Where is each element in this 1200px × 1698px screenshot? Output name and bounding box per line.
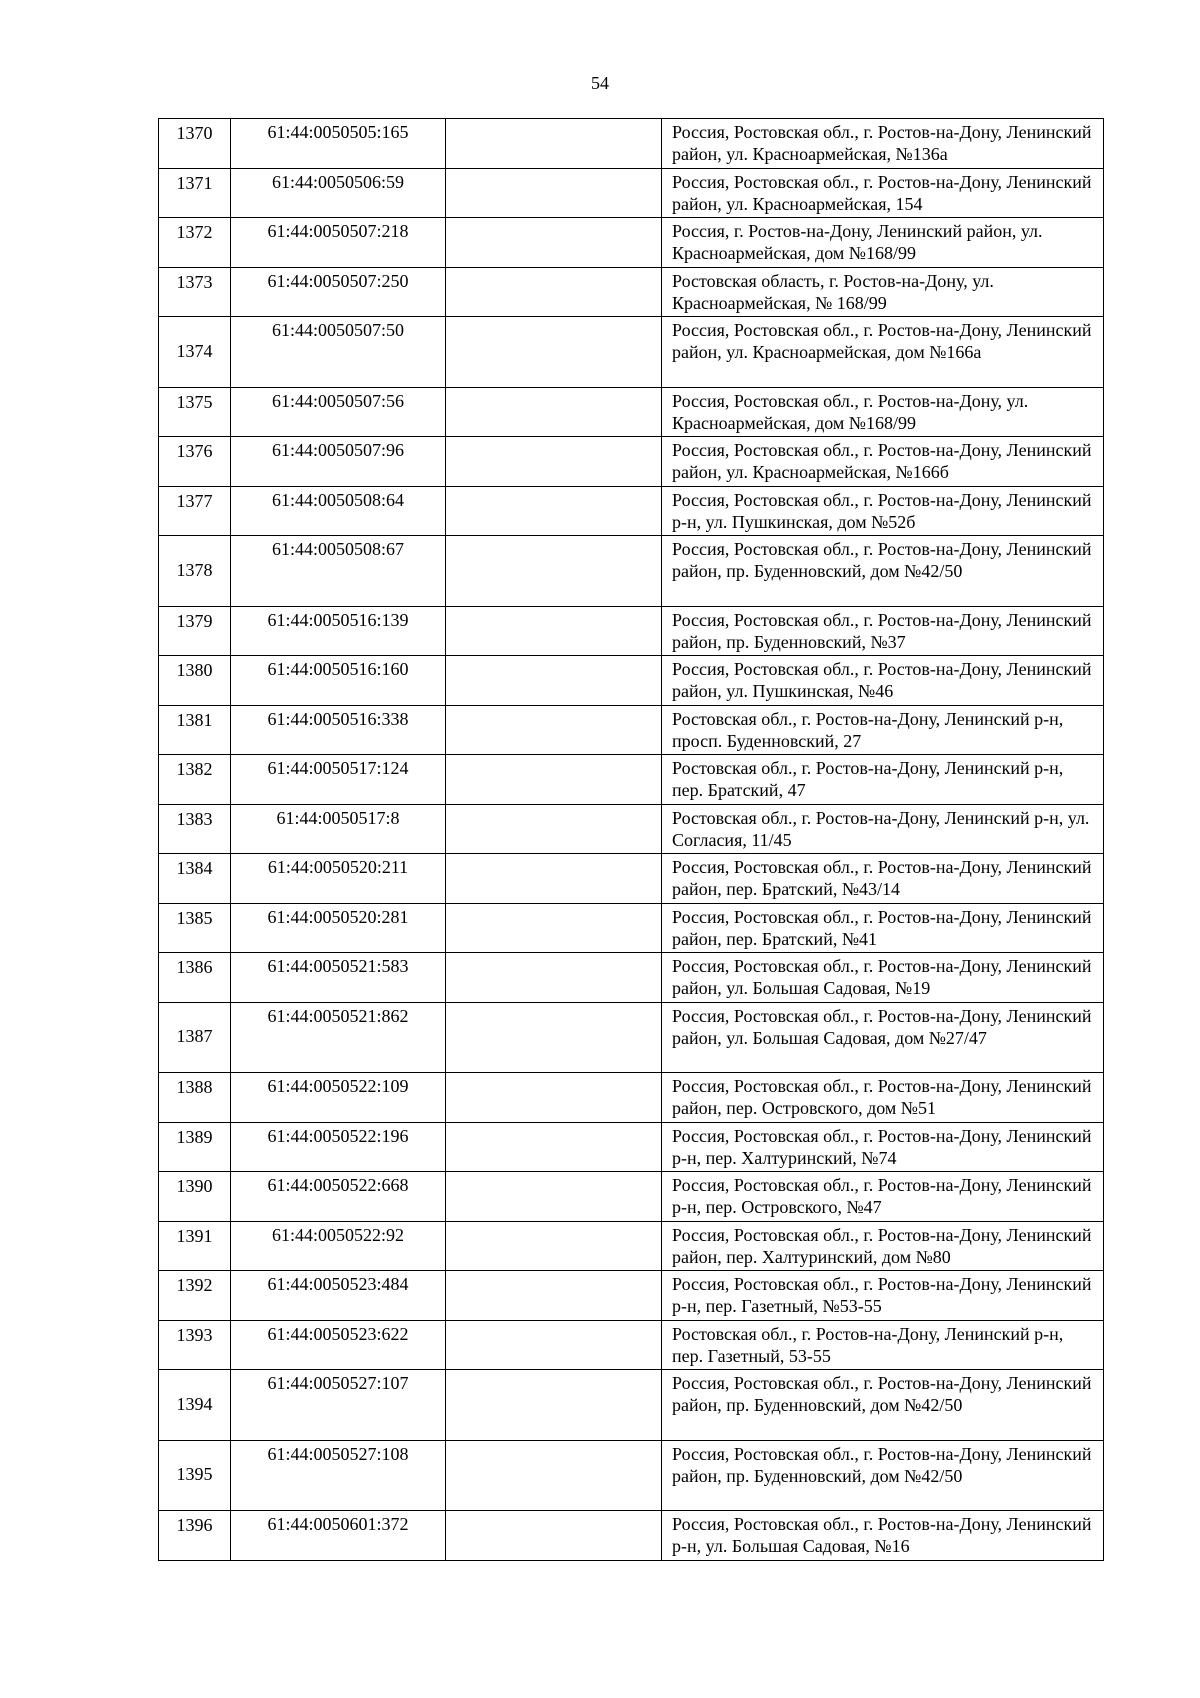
address-cell: Россия, г. Ростов-на-Дону, Ленинский район, ул. Красноармейская, дом №168/99 bbox=[662, 218, 1104, 268]
empty-cell bbox=[446, 168, 662, 218]
row-number-cell: 1388 bbox=[159, 1073, 231, 1123]
table-row bbox=[159, 317, 1104, 388]
row-number-cell: 1385 bbox=[159, 903, 231, 953]
row-number-cell: 1383 bbox=[159, 804, 231, 854]
table-row bbox=[159, 854, 1104, 904]
empty-cell bbox=[446, 387, 662, 437]
row-number-cell: 1394 bbox=[159, 1370, 231, 1441]
table-row bbox=[159, 168, 1104, 218]
table-row bbox=[159, 903, 1104, 953]
table-row bbox=[159, 1221, 1104, 1271]
row-number-cell: 1373 bbox=[159, 267, 231, 317]
empty-cell bbox=[446, 1320, 662, 1370]
address-cell: Россия, Ростовская обл., г. Ростов-на-Дону, Ленинский район, пер. Островского, дом №51 bbox=[662, 1073, 1104, 1123]
address-cell: Россия, Ростовская обл., г. Ростов-на-Дону, Ленинский район, пр. Буденновский, дом №42/50 bbox=[662, 1370, 1104, 1441]
address-cell: Россия, Ростовская обл., г. Ростов-на-Дону, Ленинский район, пр. Буденновский, дом №42/50 bbox=[662, 1440, 1104, 1511]
empty-cell bbox=[446, 119, 662, 169]
table-row bbox=[159, 1122, 1104, 1172]
table-row bbox=[159, 705, 1104, 755]
empty-cell bbox=[446, 1511, 662, 1561]
empty-cell bbox=[446, 804, 662, 854]
empty-cell bbox=[446, 1440, 662, 1511]
table-row bbox=[159, 218, 1104, 268]
row-number-cell: 1374 bbox=[159, 317, 231, 388]
empty-cell bbox=[446, 1172, 662, 1222]
address-cell: Россия, Ростовская обл., г. Ростов-на-Дону, Ленинский район, пер. Братский, №41 bbox=[662, 903, 1104, 953]
cadastral-number-cell: 61:44:0050522:196 bbox=[231, 1122, 446, 1172]
cadastral-number-cell: 61:44:0050521:583 bbox=[231, 953, 446, 1003]
cadastral-number-cell: 61:44:0050516:139 bbox=[231, 606, 446, 656]
address-cell: Россия, Ростовская обл., г. Ростов-на-Дону, Ленинский район, ул. Большая Садовая, №19 bbox=[662, 953, 1104, 1003]
address-cell: Россия, Ростовская обл., г. Ростов-на-Дону, Ленинский район, пер. Халтуринский, дом №80 bbox=[662, 1221, 1104, 1271]
row-number-cell: 1389 bbox=[159, 1122, 231, 1172]
address-cell: Россия, Ростовская обл., г. Ростов-на-Дону, Ленинский р-н, пер. Халтуринский, №74 bbox=[662, 1122, 1104, 1172]
cadastral-number-cell: 61:44:0050507:56 bbox=[231, 387, 446, 437]
address-cell: Россия, Ростовская обл., г. Ростов-на-Дону, Ленинский район, пер. Братский, №43/14 bbox=[662, 854, 1104, 904]
row-number-cell: 1377 bbox=[159, 486, 231, 536]
cadastral-number-cell: 61:44:0050505:165 bbox=[231, 119, 446, 169]
cadastral-number-cell: 61:44:0050507:96 bbox=[231, 437, 446, 487]
row-number-cell: 1379 bbox=[159, 606, 231, 656]
row-number-cell: 1378 bbox=[159, 536, 231, 607]
cadastral-number-cell: 61:44:0050522:668 bbox=[231, 1172, 446, 1222]
empty-cell bbox=[446, 1122, 662, 1172]
empty-cell bbox=[446, 854, 662, 904]
empty-cell bbox=[446, 1271, 662, 1321]
row-number-cell: 1380 bbox=[159, 656, 231, 706]
address-cell: Ростовская обл., г. Ростов-на-Дону, Ленинский р-н, просп. Буденновский, 27 bbox=[662, 705, 1104, 755]
address-cell: Россия, Ростовская обл., г. Ростов-на-Дону, Ленинский район, ул. Красноармейская, 154 bbox=[662, 168, 1104, 218]
address-cell: Россия, Ростовская обл., г. Ростов-на-Дону, Ленинский район, ул. Большая Садовая, дом №27/47 bbox=[662, 1002, 1104, 1073]
cadastral-number-cell: 61:44:0050520:211 bbox=[231, 854, 446, 904]
table-row bbox=[159, 1511, 1104, 1561]
land-plot-table bbox=[158, 118, 1104, 1561]
empty-cell bbox=[446, 486, 662, 536]
table-row bbox=[159, 1073, 1104, 1123]
row-number-cell: 1381 bbox=[159, 705, 231, 755]
table-row bbox=[159, 267, 1104, 317]
table-row bbox=[159, 755, 1104, 805]
table-row bbox=[159, 1172, 1104, 1222]
address-cell: Ростовская обл., г. Ростов-на-Дону, Ленинский р-н, пер. Газетный, 53-55 bbox=[662, 1320, 1104, 1370]
address-cell: Россия, Ростовская обл., г. Ростов-на-Дону, Ленинский р-н, пер. Островского, №47 bbox=[662, 1172, 1104, 1222]
row-number-cell: 1372 bbox=[159, 218, 231, 268]
empty-cell bbox=[446, 953, 662, 1003]
table-row bbox=[159, 804, 1104, 854]
cadastral-number-cell: 61:44:0050507:250 bbox=[231, 267, 446, 317]
table-row bbox=[159, 437, 1104, 487]
table-row bbox=[159, 953, 1104, 1003]
row-number-cell: 1393 bbox=[159, 1320, 231, 1370]
address-cell: Россия, Ростовская обл., г. Ростов-на-Дону, Ленинский район, ул. Красноармейская, дом №166а bbox=[662, 317, 1104, 388]
address-cell: Россия, Ростовская обл., г. Ростов-на-Дону, Ленинский р-н, пер. Газетный, №53-55 bbox=[662, 1271, 1104, 1321]
address-cell: Россия, Ростовская обл., г. Ростов-на-Дону, Ленинский район, ул. Красноармейская, №136а bbox=[662, 119, 1104, 169]
row-number-cell: 1371 bbox=[159, 168, 231, 218]
table-row bbox=[159, 387, 1104, 437]
row-number-cell: 1375 bbox=[159, 387, 231, 437]
cadastral-number-cell: 61:44:0050522:109 bbox=[231, 1073, 446, 1123]
row-number-cell: 1370 bbox=[159, 119, 231, 169]
empty-cell bbox=[446, 317, 662, 388]
row-number-cell: 1392 bbox=[159, 1271, 231, 1321]
row-number-cell: 1396 bbox=[159, 1511, 231, 1561]
empty-cell bbox=[446, 1002, 662, 1073]
empty-cell bbox=[446, 218, 662, 268]
table-row bbox=[159, 656, 1104, 706]
cadastral-number-cell: 61:44:0050517:124 bbox=[231, 755, 446, 805]
empty-cell bbox=[446, 656, 662, 706]
table-row bbox=[159, 606, 1104, 656]
address-cell: Ростовская область, г. Ростов-на-Дону, ул. Красноармейская, № 168/99 bbox=[662, 267, 1104, 317]
table-row bbox=[159, 486, 1104, 536]
table-row bbox=[159, 1440, 1104, 1511]
row-number-cell: 1395 bbox=[159, 1440, 231, 1511]
table-row bbox=[159, 119, 1104, 169]
empty-cell bbox=[446, 1370, 662, 1441]
table-row bbox=[159, 1002, 1104, 1073]
address-cell: Россия, Ростовская обл., г. Ростов-на-Дону, Ленинский район, пр. Буденновский, дом №42/50 bbox=[662, 536, 1104, 607]
address-cell: Ростовская обл., г. Ростов-на-Дону, Ленинский р-н, пер. Братский, 47 bbox=[662, 755, 1104, 805]
cadastral-number-cell: 61:44:0050527:108 bbox=[231, 1440, 446, 1511]
cadastral-number-cell: 61:44:0050523:484 bbox=[231, 1271, 446, 1321]
address-cell: Россия, Ростовская обл., г. Ростов-на-Дону, Ленинский р-н, ул. Большая Садовая, №16 bbox=[662, 1511, 1104, 1561]
empty-cell bbox=[446, 903, 662, 953]
table-row bbox=[159, 536, 1104, 607]
cadastral-number-cell: 61:44:0050527:107 bbox=[231, 1370, 446, 1441]
cadastral-number-cell: 61:44:0050506:59 bbox=[231, 168, 446, 218]
cadastral-number-cell: 61:44:0050516:160 bbox=[231, 656, 446, 706]
cadastral-number-cell: 61:44:0050516:338 bbox=[231, 705, 446, 755]
row-number-cell: 1387 bbox=[159, 1002, 231, 1073]
cadastral-number-cell: 61:44:0050507:50 bbox=[231, 317, 446, 388]
row-number-cell: 1390 bbox=[159, 1172, 231, 1222]
table-body bbox=[159, 119, 1104, 1561]
row-number-cell: 1386 bbox=[159, 953, 231, 1003]
cadastral-number-cell: 61:44:0050508:64 bbox=[231, 486, 446, 536]
cadastral-number-cell: 61:44:0050508:67 bbox=[231, 536, 446, 607]
address-cell: Россия, Ростовская обл., г. Ростов-на-Дону, ул. Красноармейская, дом №168/99 bbox=[662, 387, 1104, 437]
row-number-cell: 1382 bbox=[159, 755, 231, 805]
empty-cell bbox=[446, 755, 662, 805]
empty-cell bbox=[446, 437, 662, 487]
table-row bbox=[159, 1370, 1104, 1441]
empty-cell bbox=[446, 1073, 662, 1123]
address-cell: Россия, Ростовская обл., г. Ростов-на-Дону, Ленинский район, ул. Пушкинская, №46 bbox=[662, 656, 1104, 706]
table-row bbox=[159, 1320, 1104, 1370]
empty-cell bbox=[446, 267, 662, 317]
cadastral-number-cell: 61:44:0050520:281 bbox=[231, 903, 446, 953]
cadastral-number-cell: 61:44:0050507:218 bbox=[231, 218, 446, 268]
cadastral-number-cell: 61:44:0050517:8 bbox=[231, 804, 446, 854]
empty-cell bbox=[446, 606, 662, 656]
cadastral-number-cell: 61:44:0050601:372 bbox=[231, 1511, 446, 1561]
address-cell: Россия, Ростовская обл., г. Ростов-на-Дону, Ленинский район, ул. Красноармейская, №166б bbox=[662, 437, 1104, 487]
page-number: 54 bbox=[591, 73, 609, 93]
cadastral-number-cell: 61:44:0050523:622 bbox=[231, 1320, 446, 1370]
row-number-cell: 1376 bbox=[159, 437, 231, 487]
cadastral-number-cell: 61:44:0050521:862 bbox=[231, 1002, 446, 1073]
address-cell: Ростовская обл., г. Ростов-на-Дону, Ленинский р-н, ул. Согласия, 11/45 bbox=[662, 804, 1104, 854]
row-number-cell: 1384 bbox=[159, 854, 231, 904]
address-cell: Россия, Ростовская обл., г. Ростов-на-Дону, Ленинский р-н, ул. Пушкинская, дом №52б bbox=[662, 486, 1104, 536]
address-cell: Россия, Ростовская обл., г. Ростов-на-Дону, Ленинский район, пр. Буденновский, №37 bbox=[662, 606, 1104, 656]
table-row bbox=[159, 1271, 1104, 1321]
empty-cell bbox=[446, 536, 662, 607]
empty-cell bbox=[446, 705, 662, 755]
empty-cell bbox=[446, 1221, 662, 1271]
row-number-cell: 1391 bbox=[159, 1221, 231, 1271]
cadastral-number-cell: 61:44:0050522:92 bbox=[231, 1221, 446, 1271]
